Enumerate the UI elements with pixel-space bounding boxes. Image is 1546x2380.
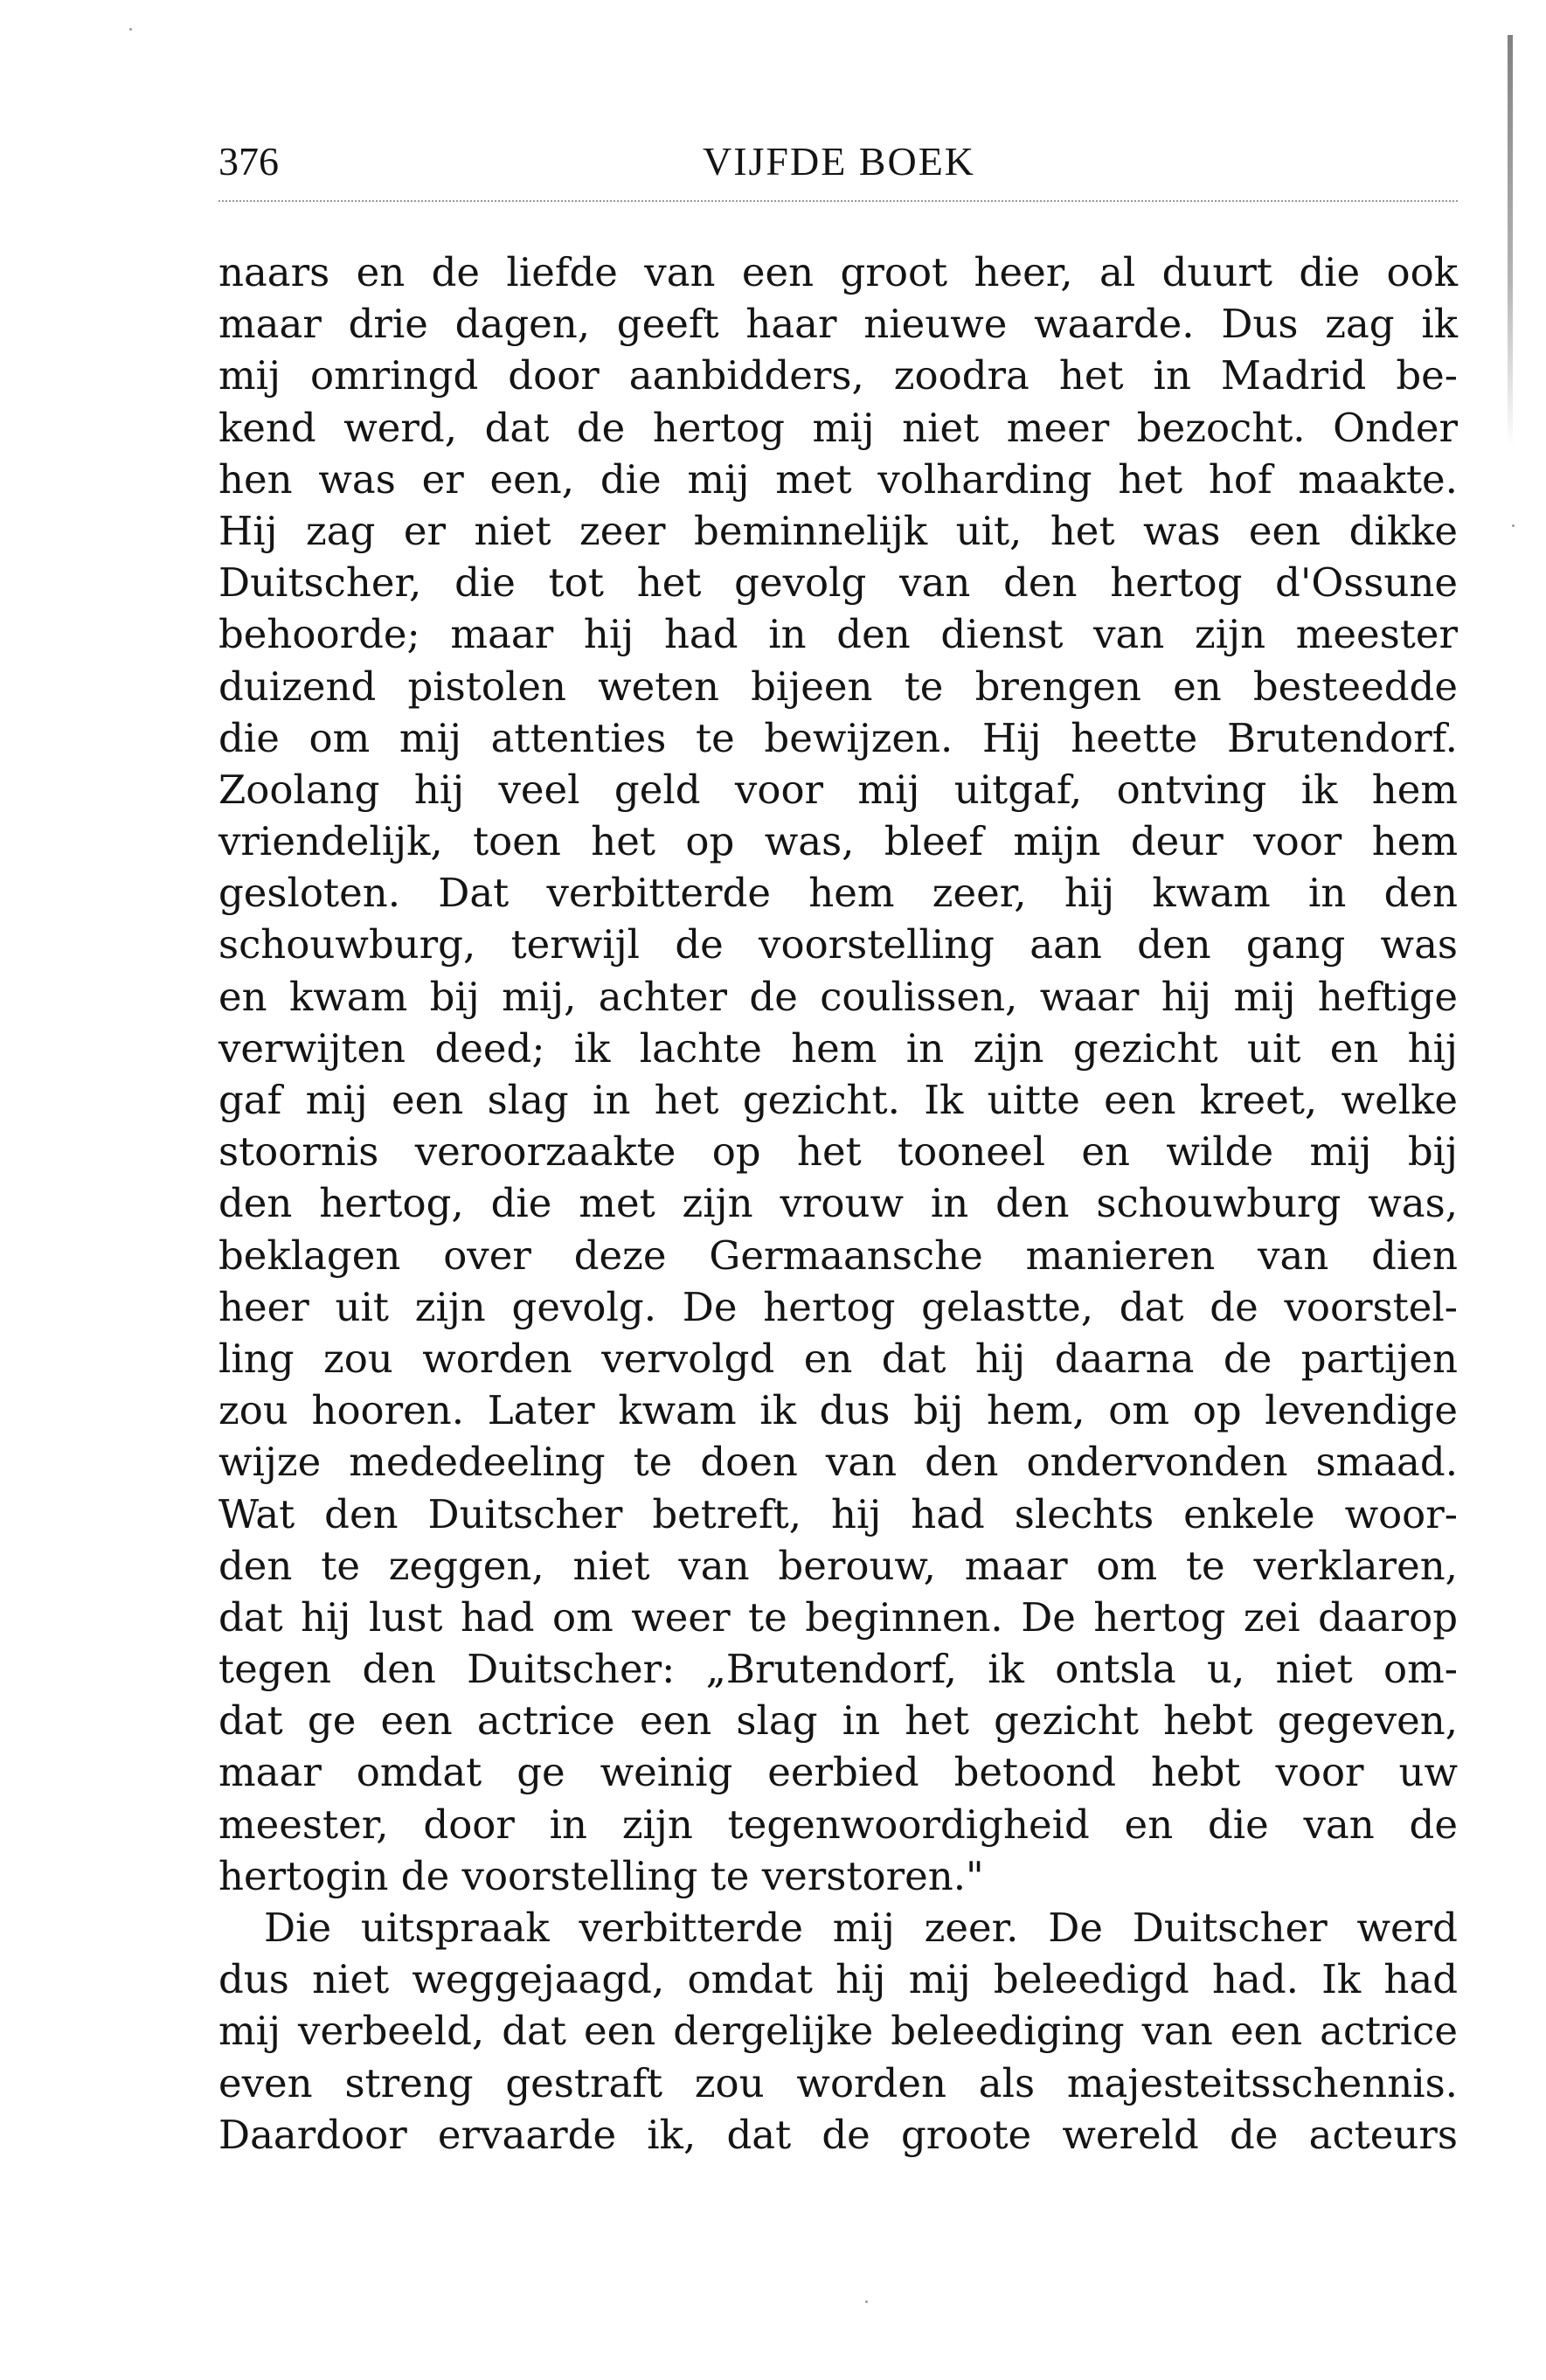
- text-line: hertogin de voorstelling te verstoren.": [218, 1852, 984, 1899]
- text-line: den hertog, die met zijn vrouw in den schouwburg was,: [218, 1180, 1458, 1227]
- text-line: schouwburg, terwijl de voorstelling aan den gang was: [218, 921, 1458, 968]
- text-line: mij verbeeld, dat een dergelijke beleediging van een actrice: [218, 2008, 1458, 2055]
- text-line: hen was er een, die mij met volharding het hof maakte.: [218, 455, 1458, 503]
- scan-edge-mark: [1508, 35, 1513, 446]
- scan-speck: [865, 2300, 868, 2303]
- text-line: vriendelijk, toen het op was, bleef mijn deur voor hem: [218, 818, 1458, 865]
- text-line: dus niet weggejaagd, omdat hij mij beleedigd had. Ik had: [218, 1956, 1458, 2003]
- text-line: kend werd, dat de hertog mij niet meer bezocht. Onder: [218, 404, 1458, 451]
- text-line: maar drie dagen, geeft haar nieuwe waarde. Dus zag ik: [218, 301, 1458, 348]
- text-line: beklagen over deze Germaansche manieren van dien: [218, 1232, 1458, 1279]
- text-line: gesloten. Dat verbitterde hem zeer, hij kwam in den: [218, 870, 1458, 917]
- text-line: en kwam bij mij, achter de coulissen, waar hij mij heftige: [218, 973, 1458, 1020]
- text-line: Wat den Duitscher betreft, hij had slechts enkele woor-: [218, 1490, 1458, 1537]
- text-line: gaf mij een slag in het gezicht. Ik uitte een kreet, welke: [218, 1077, 1458, 1123]
- text-line: zou hooren. Later kwam ik dus bij hem, om op levendige: [218, 1387, 1458, 1434]
- text-line: even streng gestraft zou worden als majesteitsschennis.: [218, 2059, 1458, 2106]
- text-line: maar omdat ge weinig eerbied betoond hebt voor uw: [218, 1749, 1458, 1796]
- scan-speck: [1512, 524, 1515, 527]
- text-line: behoorde; maar hij had in den dienst van zijn meester: [218, 611, 1458, 658]
- text-line: meester, door in zijn tegenwoordigheid en die van de: [218, 1801, 1458, 1848]
- text-line: Die uitspraak verbitterde mij zeer. De Duitscher werd: [264, 1905, 1458, 1951]
- text-line: tegen den Duitscher: „Brutendorf, ik ontsla u, niet om-: [218, 1646, 1458, 1693]
- text-line: ling zou worden vervolgd en dat hij daarna de partijen: [218, 1335, 1458, 1382]
- scan-speck: [129, 28, 132, 31]
- running-head: [218, 131, 1459, 192]
- text-line: naars en de liefde van een groot heer, al duurt die ook: [218, 249, 1458, 295]
- text-line: dat ge een actrice een slag in het gezicht hebt gegeven,: [218, 1697, 1458, 1745]
- text-line: heer uit zijn gevolg. De hertog gelastte, dat de voorstel-: [218, 1283, 1458, 1330]
- text-line: den te zeggen, niet van berouw, maar om te verklaren,: [218, 1542, 1458, 1589]
- text-line: Duitscher, die tot het gevolg van den hertog d'Ossune: [218, 559, 1458, 607]
- text-line: verwijten deed; ik lachte hem in zijn gezicht uit en hij: [218, 1024, 1458, 1072]
- page-number: 376: [218, 139, 279, 184]
- text-line: dat hij lust had om weer te beginnen. De hertog zei daarop: [218, 1593, 1458, 1641]
- header-rule: [218, 200, 1458, 202]
- body-text: [218, 246, 1458, 2161]
- text-line: Hij zag er niet zeer beminnelijk uit, het was een dikke: [218, 507, 1458, 554]
- text-line: mij omringd door aanbidders, zoodra het in Madrid be-: [218, 352, 1458, 399]
- text-line: Zoolang hij veel geld voor mij uitgaf, ontving ik hem: [218, 766, 1458, 813]
- text-line: duizend pistolen weten bijeen te brengen en besteedde: [218, 663, 1458, 710]
- text-line: Daardoor ervaarde ik, dat de groote wereld de acteurs: [218, 2111, 1458, 2158]
- text-line: wijze mededeeling te doen van den ondervonden smaad.: [218, 1439, 1458, 1486]
- book-title: VIJFDE BOEK: [702, 139, 976, 184]
- text-line: stoornis veroorzaakte op het tooneel en wilde mij bij: [218, 1128, 1458, 1176]
- text-line: die om mij attenties te bewijzen. Hij heette Brutendorf.: [218, 714, 1458, 761]
